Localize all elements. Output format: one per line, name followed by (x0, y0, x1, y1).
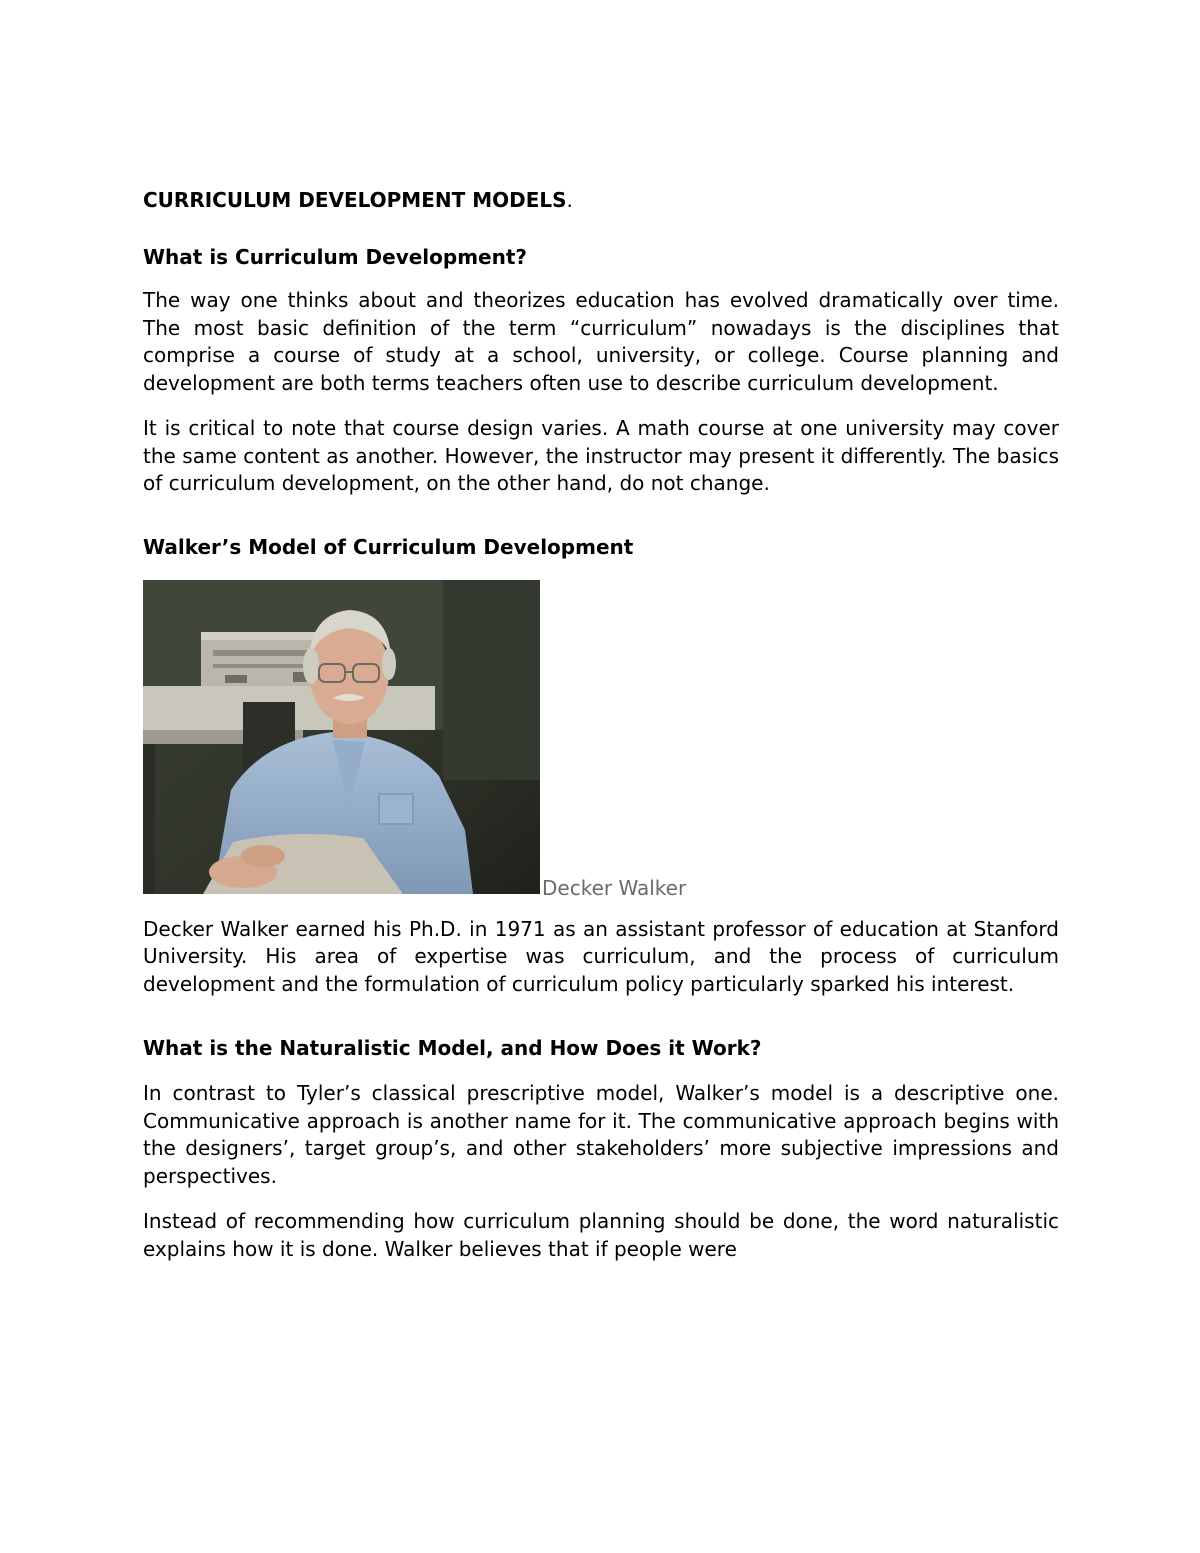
document-title-period: . (566, 188, 573, 212)
paragraph-descriptive-model: In contrast to Tyler’s classical prescriptive model, Walker’s model is a descriptive one. Communicative approach is another name for it. The communicative approach begins with the designers’, target group’s, and other stakeholders’ more subjective impressions and perspectives. (143, 1081, 1059, 1188)
document-title (143, 186, 1059, 214)
document-title-text: CURRICULUM DEVELOPMENT MODELS (143, 188, 567, 212)
section-heading-walker: Walker’s Model of Curriculum Development (143, 534, 634, 559)
decker-walker-photo (143, 580, 540, 894)
paragraph-course-design: It is critical to note that course design varies. A math course at one university may cover the same content as another. However, the instructor may present it differently. The basics of curriculum development, on the other hand, do not change. (143, 416, 1059, 495)
document-page (143, 186, 1059, 1263)
section-heading-naturalistic: What is the Naturalistic Model, and How Does it Work? (143, 1036, 762, 1060)
photo-caption: Decker Walker (542, 875, 687, 900)
paragraph-decker-walker-bio: Decker Walker earned his Ph.D. in 1971 as an assistant professor of education at Stanford University. His area of expertise was curriculum, and the process of curriculum development and the formulation of curriculum policy particularly sparked his interest. (143, 916, 1059, 996)
section-heading-what-is: What is Curriculum Development? (143, 245, 528, 269)
paragraph-naturalistic-explanation: Instead of recommending how curriculum planning should be done, the word naturalistic explains how it is done. Walker believes that if people were (143, 1209, 1059, 1261)
paragraph-curriculum-definition: The way one thinks about and theorizes education has evolved dramatically over time. The most basic definition of the term “curriculum” nowadays is the disciplines that comprise a course of study at a school, university, or college. Course planning and development are both terms teachers often use to describe curriculum development. (143, 288, 1059, 395)
figure-decker-walker (143, 580, 1059, 900)
